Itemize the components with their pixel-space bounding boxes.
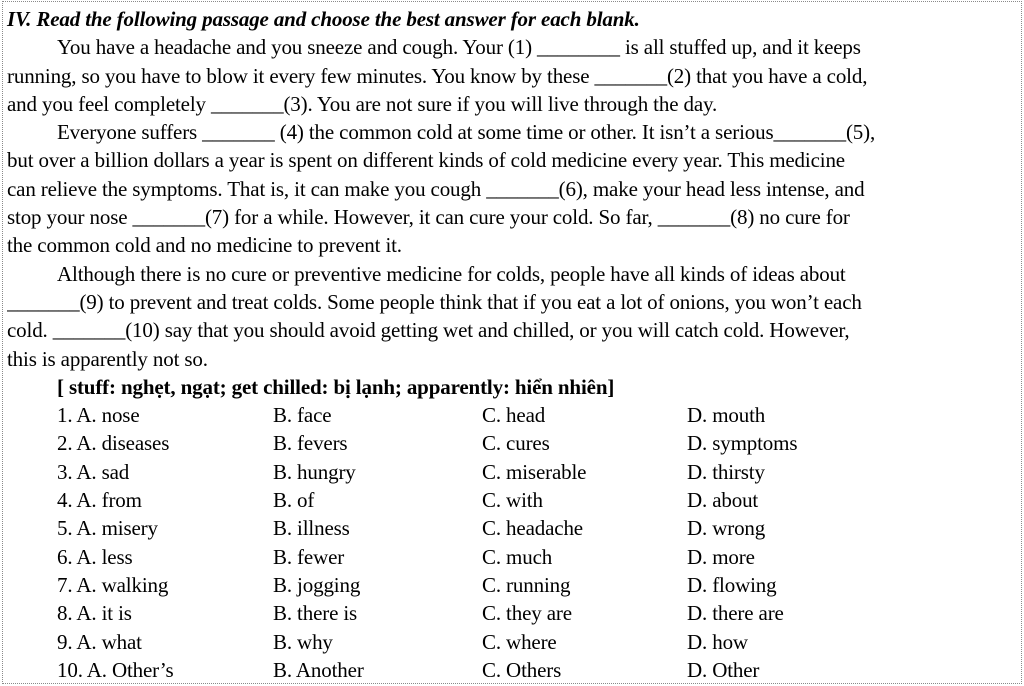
option-a: 1. A. nose bbox=[57, 403, 140, 428]
question-row bbox=[57, 458, 1021, 486]
option-b: B. Another bbox=[273, 657, 364, 682]
passage-line: this is apparently not so. bbox=[7, 346, 208, 371]
question-row bbox=[57, 429, 1021, 457]
option-c: C. with bbox=[482, 488, 543, 513]
option-c: C. Others bbox=[482, 657, 562, 682]
option-d: D. thirsty bbox=[687, 459, 765, 484]
question-row bbox=[57, 514, 1021, 542]
option-b: B. face bbox=[273, 403, 332, 428]
option-b: B. fewer bbox=[273, 544, 345, 569]
option-d: D. Other bbox=[687, 657, 760, 682]
passage-line: cold. _______(10) say that you should avoid getting wet and chilled, or you will catch cold. However, bbox=[7, 318, 850, 343]
passage-line: but over a billion dollars a year is spent on different kinds of cold medicine every year. This medicine bbox=[7, 148, 845, 173]
question-row bbox=[57, 401, 1021, 429]
option-b: B. illness bbox=[273, 516, 350, 541]
passage-line: can relieve the symptoms. That is, it can make you cough _______(6), make your head less intense, and bbox=[7, 176, 865, 201]
option-c: C. miserable bbox=[482, 459, 587, 484]
question-row bbox=[57, 571, 1021, 599]
option-d: D. flowing bbox=[687, 572, 777, 597]
option-a: 7. A. walking bbox=[57, 572, 169, 597]
question-row bbox=[57, 543, 1021, 571]
glossary: [ stuff: nghẹt, ngạt; get chilled: bị lạnh; apparently: hiển nhiên] bbox=[57, 374, 615, 399]
option-a: 3. A. sad bbox=[57, 459, 130, 484]
passage-line: the common cold and no medicine to prevent it. bbox=[7, 233, 402, 258]
question-row bbox=[57, 628, 1021, 656]
option-d: D. mouth bbox=[687, 403, 766, 428]
option-c: C. much bbox=[482, 544, 553, 569]
option-d: D. about bbox=[687, 488, 759, 513]
option-d: D. wrong bbox=[687, 516, 766, 541]
option-b: B. why bbox=[273, 629, 333, 654]
passage-line: Although there is no cure or preventive medicine for colds, people have all kinds of ideas about bbox=[57, 261, 846, 286]
option-c: C. they are bbox=[482, 601, 572, 626]
option-d: D. how bbox=[687, 629, 748, 654]
passage-line: and you feel completely _______(3). You are not sure if you will live through the day. bbox=[7, 91, 718, 116]
passage bbox=[7, 33, 1021, 373]
exercise-page bbox=[2, 1, 1022, 684]
option-d: D. symptoms bbox=[687, 431, 798, 456]
question-row bbox=[57, 599, 1021, 627]
option-a: 10. A. Other’s bbox=[57, 657, 174, 682]
option-d: D. there are bbox=[687, 601, 784, 626]
option-c: C. cures bbox=[482, 431, 550, 456]
question-row bbox=[57, 486, 1021, 514]
option-b: B. jogging bbox=[273, 572, 361, 597]
option-b: B. of bbox=[273, 488, 315, 513]
option-d: D. more bbox=[687, 544, 755, 569]
passage-line: _______(9) to prevent and treat colds. Some people think that if you eat a lot of onions, you won’t each bbox=[7, 289, 862, 314]
passage-line: Everyone suffers _______ (4) the common cold at some time or other. It isn’t a serious_______(5), bbox=[57, 120, 876, 145]
exercise-heading: IV. Read the following passage and choose the best answer for each blank. bbox=[7, 7, 640, 31]
option-a: 8. A. it is bbox=[57, 601, 132, 626]
option-c: C. headache bbox=[482, 516, 583, 541]
option-b: B. hungry bbox=[273, 459, 356, 484]
option-b: B. there is bbox=[273, 601, 358, 626]
passage-line: stop your nose _______(7) for a while. However, it can cure your cold. So far, _______(8) no cure for bbox=[7, 205, 850, 230]
answer-options bbox=[57, 401, 1021, 684]
option-a: 5. A. misery bbox=[57, 516, 158, 541]
option-a: 6. A. less bbox=[57, 544, 133, 569]
option-a: 9. A. what bbox=[57, 629, 142, 654]
option-c: C. where bbox=[482, 629, 557, 654]
option-b: B. fevers bbox=[273, 431, 348, 456]
question-row bbox=[57, 656, 1021, 684]
option-a: 2. A. diseases bbox=[57, 431, 170, 456]
passage-line: running, so you have to blow it every few minutes. You know by these _______(2) that you have a cold, bbox=[7, 63, 868, 88]
option-c: C. running bbox=[482, 572, 571, 597]
option-a: 4. A. from bbox=[57, 488, 142, 513]
option-c: C. head bbox=[482, 403, 546, 428]
passage-line: You have a headache and you sneeze and cough. Your (1) ________ is all stuffed up, and it keeps bbox=[57, 35, 861, 60]
